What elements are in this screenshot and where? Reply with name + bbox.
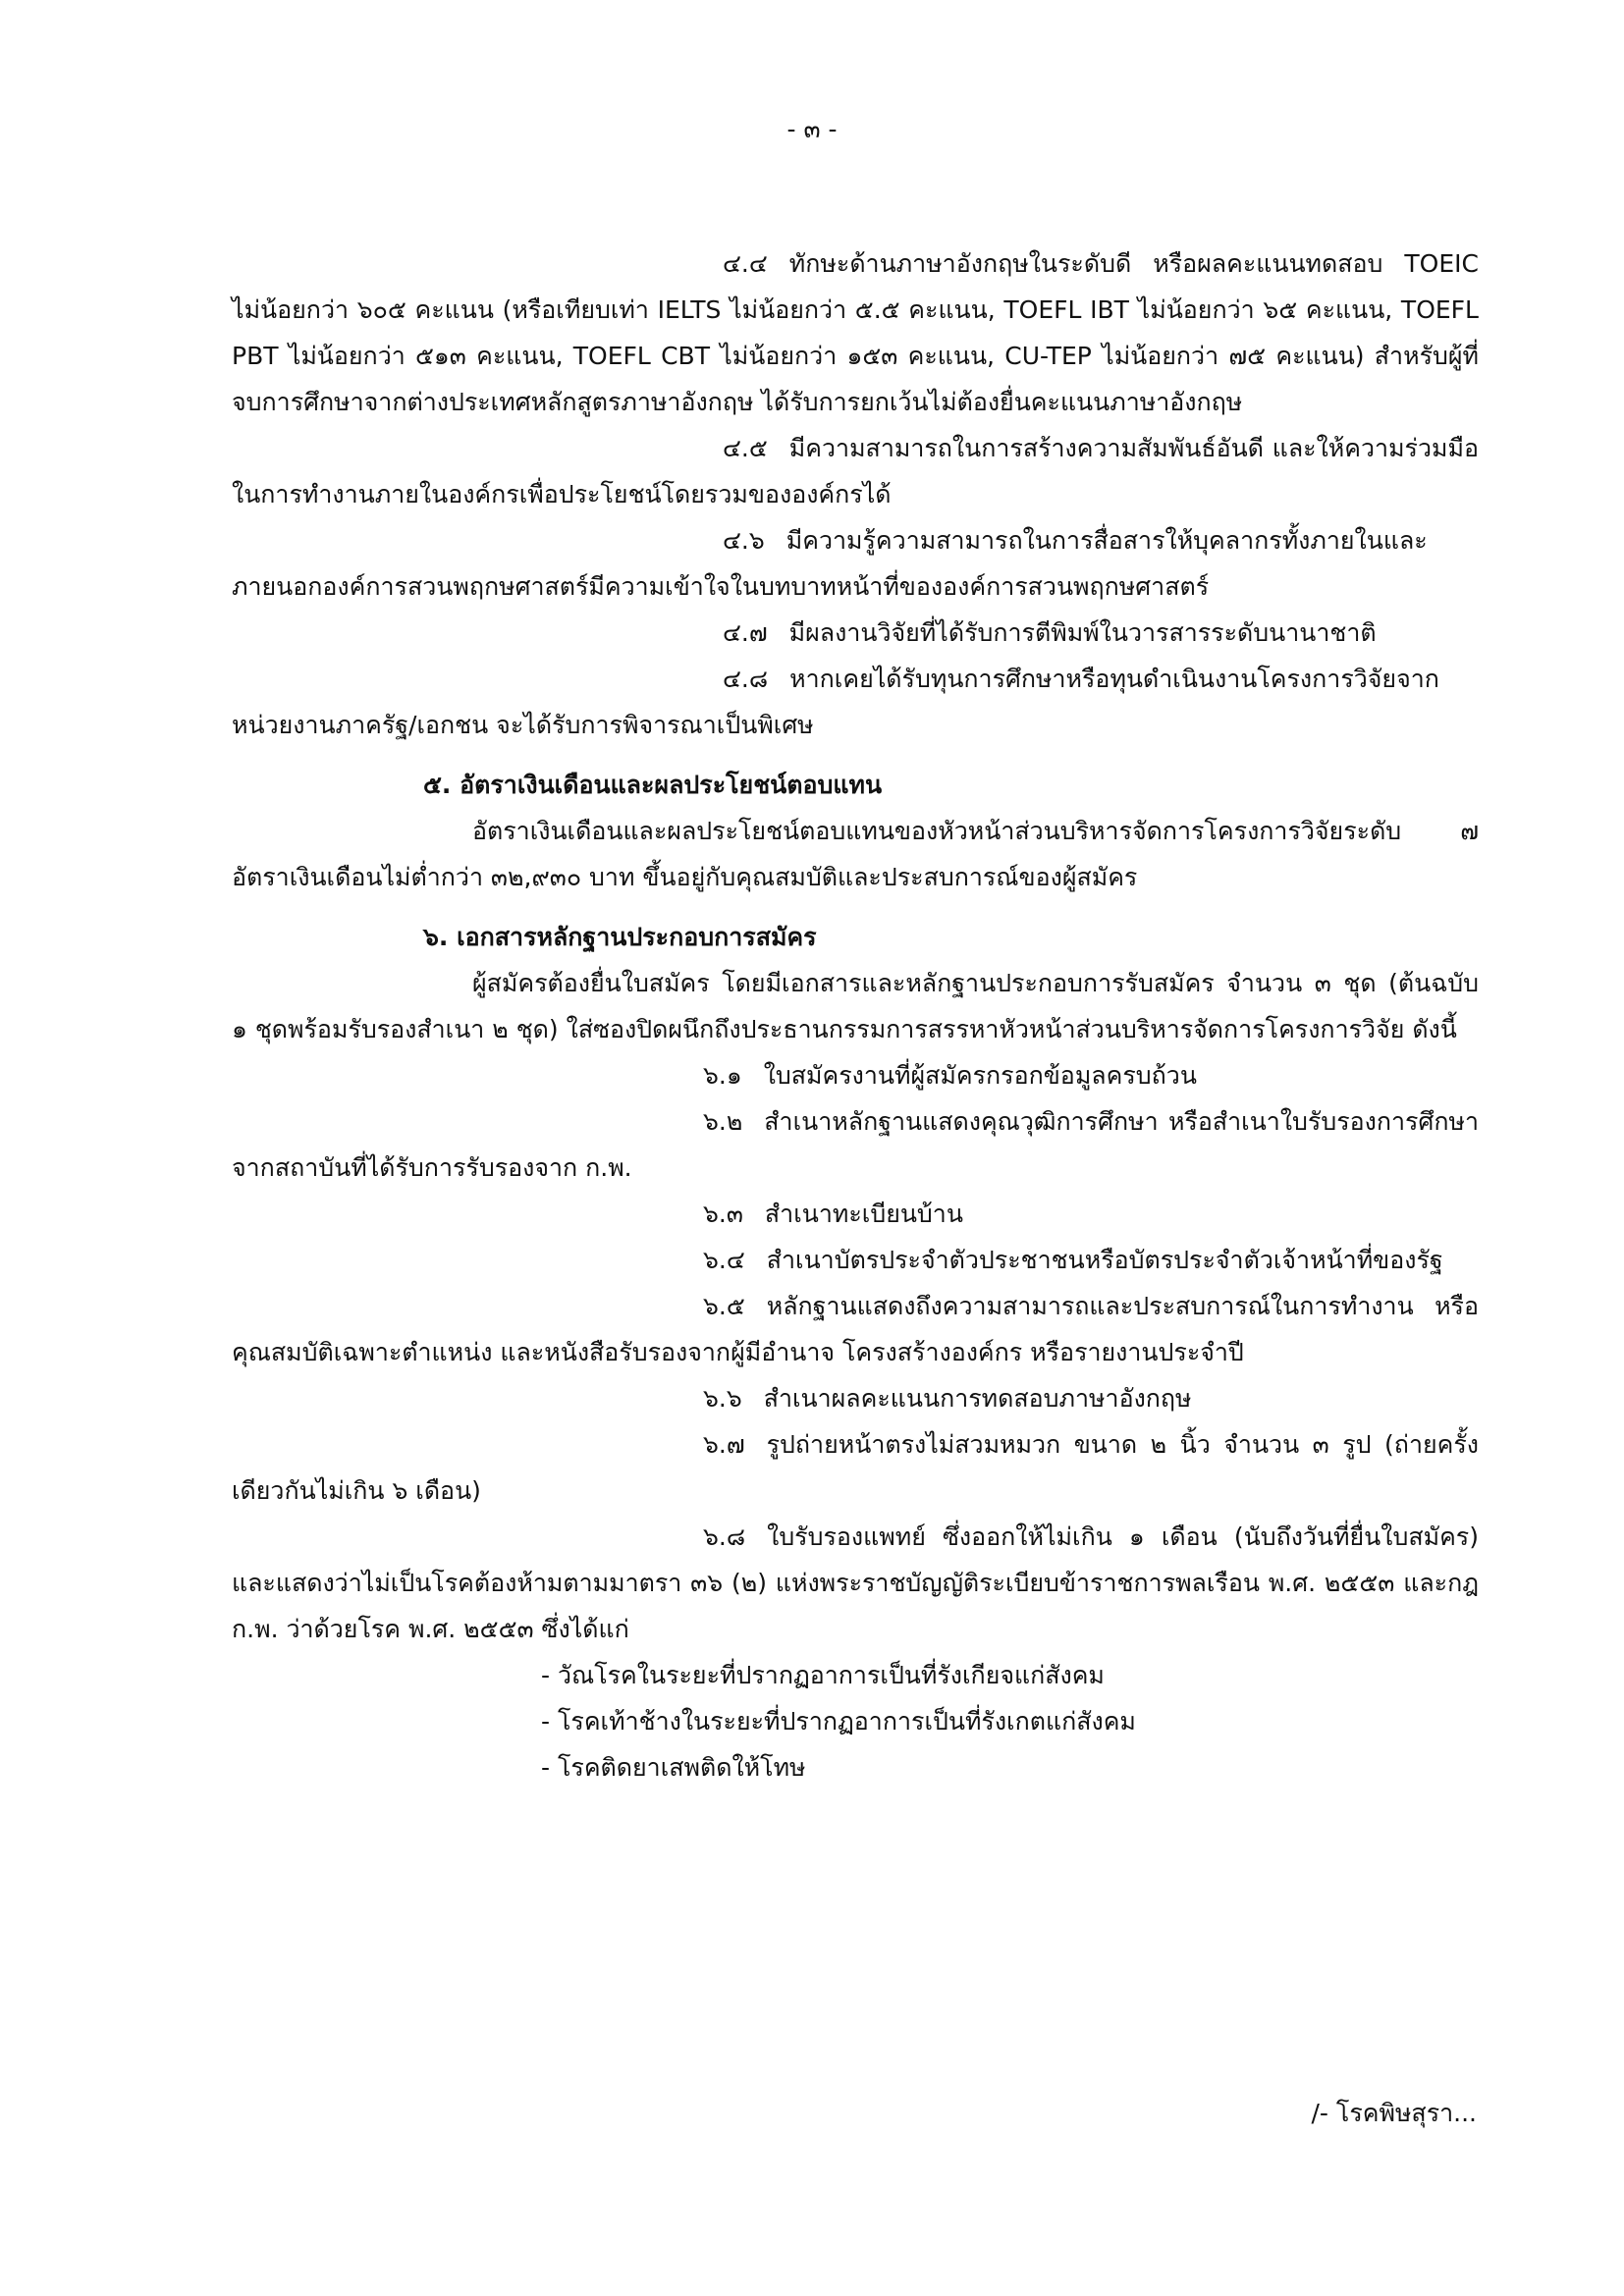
item-number: ๖.๓ <box>703 1200 743 1228</box>
item-6-8 <box>232 1514 1479 1652</box>
item-number: ๖.๖ <box>703 1384 742 1413</box>
item-6-2 <box>232 1098 1479 1191</box>
section-6-heading: ๖. เอกสารหลักฐานประกอบการสมัคร <box>423 923 817 951</box>
item-text: หลักฐานแสดงถึงความสามารถและประสบการณ์ในการทำงาน หรือคุณสมบัติเฉพาะตำแหน่ง และหนังสือรับรองจากผู้มีอำนาจ โครงสร้างองค์กร หรือรายงานประจำปี <box>232 1292 1479 1366</box>
item-text: รูปถ่ายหน้าตรงไม่สวมหมวก ขนาด ๒ นิ้ว จำนวน ๓ รูป (ถ่ายครั้งเดียวกันไม่เกิน ๖ เดือน) <box>232 1430 1479 1505</box>
item-4-6 <box>232 517 1479 610</box>
item-number: ๔.๔ <box>723 249 768 278</box>
item-6-5 <box>232 1283 1479 1375</box>
item-text: สำเนาบัตรประจำตัวประชาชนหรือบัตรประจำตัวเจ้าหน้าที่ของรัฐ <box>766 1246 1443 1274</box>
item-number: ๖.๕ <box>703 1292 745 1320</box>
item-text: สำเนาหลักฐานแสดงคุณวุฒิการศึกษา หรือสำเนาใบรับรองการศึกษาจากสถาบันที่ได้รับการรับรองจาก ก.พ. <box>232 1107 1479 1182</box>
item-text: ใบรับรองแพทย์ ซึ่งออกให้ไม่เกิน ๑ เดือน (นับถึงวันที่ยื่นใบสมัคร) และแสดงว่าไม่เป็นโรคต้องห้ามตามมาตรา ๓๖ (๒) แห่งพระราชบัญญัติระเบียบข้าราชการพลเรือน พ.ศ. ๒๕๕๓ และกฎ ก.พ. ว่าด้วยโรค พ.ศ. ๒๕๕๓ ซึ่งได้แก่ <box>232 1522 1479 1643</box>
document-body <box>232 240 1479 1790</box>
disease-item-3: - โรคติดยาเสพติดให้โทษ <box>541 1753 806 1782</box>
item-number: ๔.๖ <box>723 526 765 555</box>
item-text: มีความสามารถในการสร้างความสัมพันธ์อันดี และให้ความร่วมมือในการทำงานภายในองค์กรเพื่อประโยชน์โดยรวมขององค์กรได้ <box>232 434 1479 508</box>
item-text: ใบสมัครงานที่ผู้สมัครกรอกข้อมูลครบถ้วน <box>763 1061 1197 1090</box>
item-6-4 <box>232 1237 1479 1283</box>
item-text: สำเนาทะเบียนบ้าน <box>764 1200 963 1228</box>
item-number: ๖.๒ <box>703 1107 743 1136</box>
item-number: ๔.๕ <box>723 434 768 462</box>
continuation-note: /- โรคพิษสุรา... <box>1311 2099 1477 2127</box>
item-6-6 <box>232 1375 1479 1421</box>
item-4-4 <box>232 240 1479 425</box>
disease-item-2: - โรคเท้าช้างในระยะที่ปรากฏอาการเป็นที่รังเกตแก่สังคม <box>541 1707 1136 1735</box>
page-number: - ๓ - <box>786 115 838 143</box>
section-5-heading: ๕. อัตราเงินเดือนและผลประโยชน์ตอบแทน <box>423 771 883 799</box>
item-number: ๖.๗ <box>703 1430 745 1459</box>
item-number: ๖.๘ <box>703 1522 746 1551</box>
item-text: มีผลงานวิจัยที่ได้รับการตีพิมพ์ในวารสารระดับนานาชาติ <box>788 618 1377 647</box>
item-number: ๖.๑ <box>703 1061 742 1090</box>
item-number: ๔.๗ <box>723 618 768 647</box>
item-4-8 <box>232 656 1479 748</box>
item-6-1 <box>232 1052 1479 1098</box>
item-text: ทักษะด้านภาษาอังกฤษในระดับดี หรือผลคะแนนทดสอบ TOEIC ไม่น้อยกว่า ๖๐๕ คะแนน (หรือเทียบเท่า IELTS ไม่น้อยกว่า ๕.๕ คะแนน, TOEFL IBT ไม่น้อยกว่า ๖๕ คะแนน, TOEFL PBT ไม่น้อยกว่า ๕๑๓ คะแนน, TOEFL CBT ไม่น้อยกว่า ๑๕๓ คะแนน, CU-TEP ไม่น้อยกว่า ๗๕ คะแนน) สำหรับผู้ที่จบการศึกษาจากต่างประเทศหลักสูตรภาษาอังกฤษ ได้รับการยกเว้นไม่ต้องยื่นคะแนนภาษาอังกฤษ <box>232 249 1479 416</box>
item-4-7 <box>232 610 1479 656</box>
item-text: หากเคยได้รับทุนการศึกษาหรือทุนดำเนินงานโครงการวิจัยจากหน่วยงานภาครัฐ/เอกชน จะได้รับการพิจารณาเป็นพิเศษ <box>232 665 1439 739</box>
item-number: ๔.๘ <box>723 665 769 693</box>
section-5-body: อัตราเงินเดือนและผลประโยชน์ตอบแทนของหัวหน้าส่วนบริหารจัดการโครงการวิจัยระดับ ๗ อัตราเงินเดือนไม่ต่ำกว่า ๓๒,๙๓๐ บาท ขึ้นอยู่กับคุณสมบัติและประสบการณ์ของผู้สมัคร <box>232 817 1479 891</box>
item-6-7 <box>232 1421 1479 1514</box>
item-6-3 <box>232 1191 1479 1237</box>
section-6-body: ผู้สมัครต้องยื่นใบสมัคร โดยมีเอกสารและหลักฐานประกอบการรับสมัคร จำนวน ๓ ชุด (ต้นฉบับ ๑ ชุดพร้อมรับรองสำเนา ๒ ชุด) ใส่ซองปิดผนึกถึงประธานกรรมการสรรหาหัวหน้าส่วนบริหารจัดการโครงการวิจัย ดังนี้ <box>232 969 1479 1043</box>
item-4-5 <box>232 425 1479 517</box>
item-text: มีความรู้ความสามารถในการสื่อสารให้บุคลากรทั้งภายในและภายนอกองค์การสวนพฤกษศาสตร์มีความเข้าใจในบทบาทหน้าที่ขององค์การสวนพฤกษศาสตร์ <box>232 526 1428 601</box>
item-text: สำเนาผลคะแนนการทดสอบภาษาอังกฤษ <box>763 1384 1192 1413</box>
disease-item-1: - วัณโรคในระยะที่ปรากฏอาการเป็นที่รังเกียจแก่สังคม <box>541 1661 1105 1689</box>
item-number: ๖.๔ <box>703 1246 745 1274</box>
